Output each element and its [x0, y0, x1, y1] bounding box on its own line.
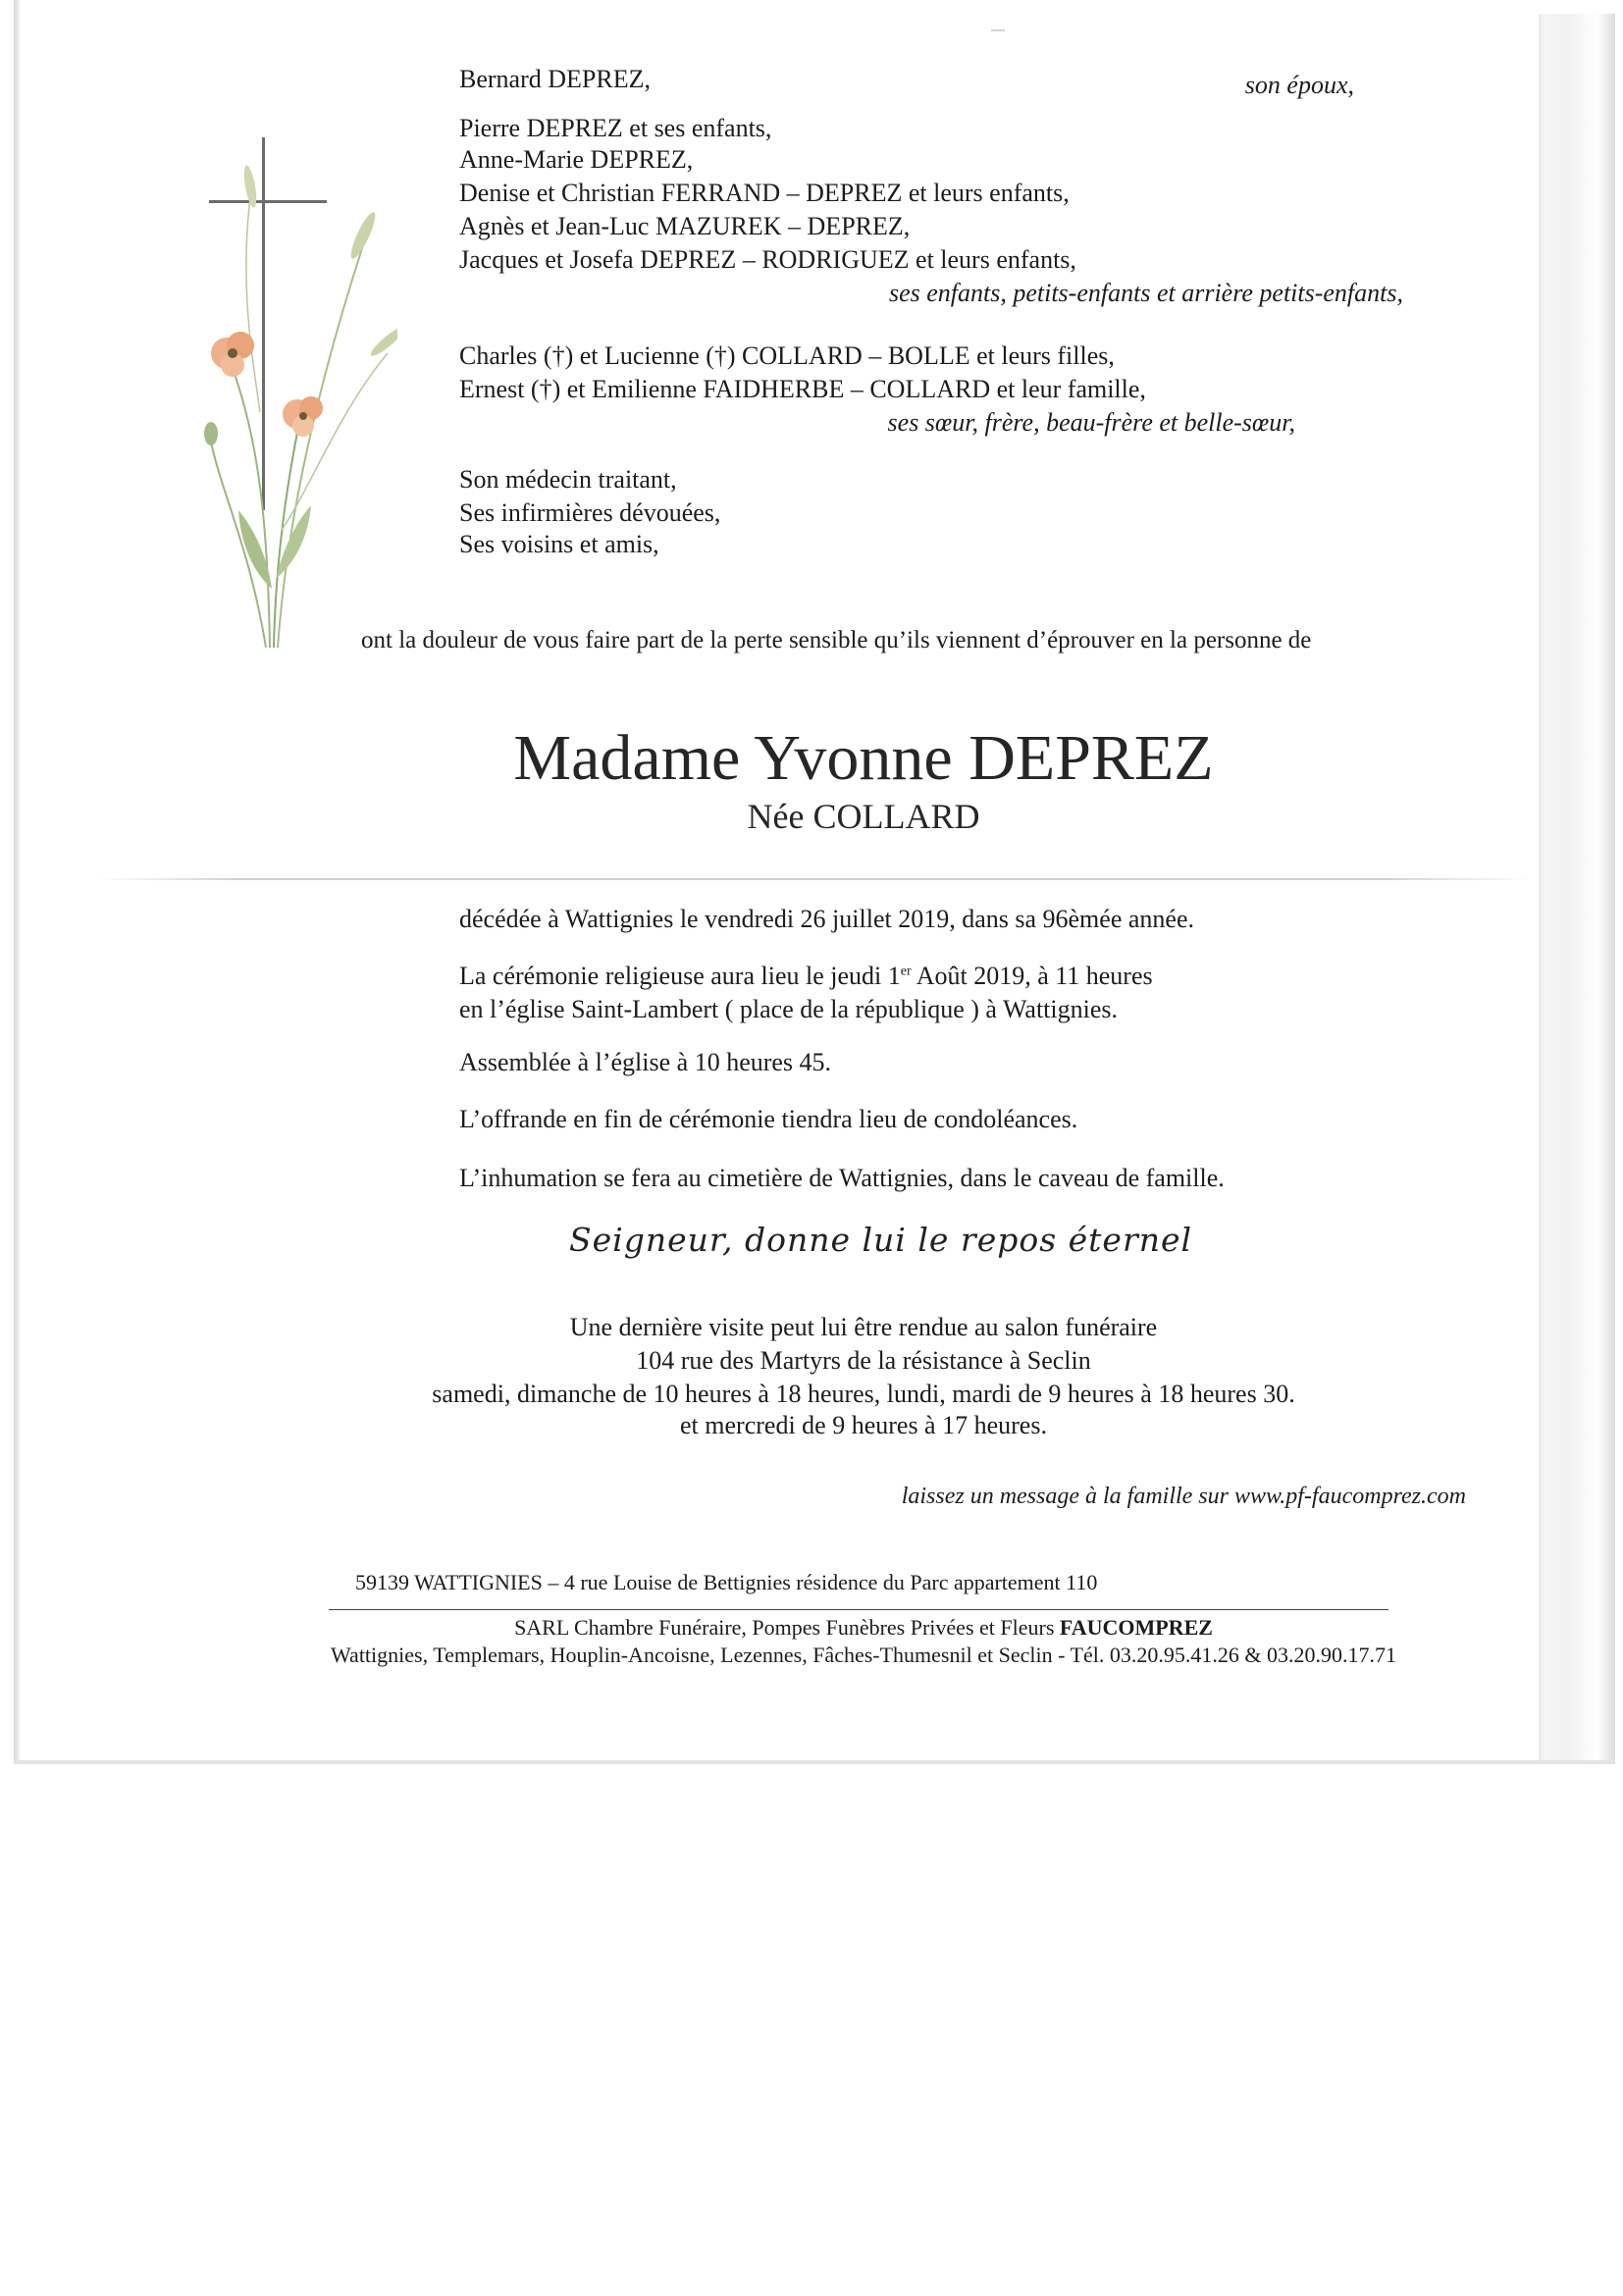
scan-edge-right	[1539, 14, 1615, 1763]
scan-edge-bottom	[14, 1760, 1615, 1764]
visit-line-2: 104 rue des Martyrs de la résistance à Seclin	[636, 1346, 1091, 1375]
family-address: 59139 WATTIGNIES – 4 rue Louise de Bettignies résidence du Parc appartement 110	[355, 1570, 1098, 1594]
deceased-birth-name: Née COLLARD	[747, 797, 980, 836]
wheat-ear-icon	[368, 324, 397, 359]
husband-name: Bernard DEPREZ,	[459, 65, 651, 93]
burial-line: L’inhumation se fera au cimetière de Wattignies, dans le caveau de famille.	[459, 1164, 1225, 1192]
ceremony-date-text: La cérémonie religieuse aura lieu le jeudi 1	[459, 962, 901, 990]
child-line: Jacques et Josefa DEPREZ – RODRIGUEZ et leurs enfants,	[459, 245, 1076, 274]
ceremony-line-1	[459, 960, 1153, 993]
child-line: Pierre DEPREZ et ses enfants,	[459, 114, 772, 142]
sibling-line: Charles (†) et Lucienne (†) COLLARD – BOLLE et leurs filles,	[459, 341, 1115, 370]
wheat-ear-icon	[347, 210, 380, 261]
cross-horizontal-icon	[209, 200, 327, 203]
cross-poppy-illustration	[191, 118, 397, 667]
husband-role: son époux,	[1244, 71, 1354, 99]
ceremony-line-2: en l’église Saint-Lambert ( place de la république ) à Wattignies.	[459, 995, 1119, 1023]
other-line: Ses infirmières dévouées,	[459, 498, 721, 527]
scan-edge-left	[14, 0, 20, 1763]
offering-line: L’offrande en fin de cérémonie tiendra lieu de condoléances.	[459, 1105, 1078, 1133]
poppy-flower-icon	[283, 396, 323, 437]
funeral-home-name: SARL Chambre Funéraire, Pompes Funèbres Privées et Fleurs	[514, 1615, 1060, 1640]
funeral-home-line-2: Wattignies, Templemars, Houplin-Ancoisne, Lezennes, Fâches-Thumesnil et Seclin - Tél. 03.20.95.41.26 & 03.20.90.17.71	[331, 1643, 1396, 1667]
other-line: Son médecin traitant,	[459, 465, 677, 494]
child-line: Denise et Christian FERRAND – DEPREZ et leurs enfants,	[459, 179, 1070, 207]
death-notice: décédée à Wattignies le vendredi 26 juillet 2019, dans sa 96èmée année.	[459, 905, 1194, 933]
siblings-role: ses sœur, frère, beau-frère et belle-sœur,	[887, 408, 1295, 437]
fold-line	[98, 878, 1533, 880]
funeral-home-brand: FAUCOMPREZ	[1059, 1615, 1213, 1640]
visit-line-4: et mercredi de 9 heures à 17 heures.	[680, 1411, 1047, 1439]
child-line: Agnès et Jean-Luc MAZUREK – DEPREZ,	[459, 212, 911, 240]
assembly-line: Assemblée à l’église à 10 heures 45.	[459, 1048, 832, 1076]
poppy-bud-icon	[204, 422, 218, 445]
footer-divider	[329, 1609, 1388, 1610]
children-role: ses enfants, petits-enfants et arrière petits-enfants,	[888, 279, 1403, 307]
message-link[interactable]: laissez un message à la famille sur www.pf-faucomprez.com	[901, 1484, 1466, 1509]
other-line: Ses voisins et amis,	[459, 530, 659, 558]
announcement-text: ont la douleur de vous faire part de la perte sensible qu’ils viennent d’éprouver en la personne de	[361, 627, 1312, 653]
visit-line-3: samedi, dimanche de 10 heures à 18 heures, lundi, mardi de 9 heures à 18 heures 30.	[432, 1380, 1295, 1408]
visit-line-1: Une dernière visite peut lui être rendue au salon funéraire	[569, 1313, 1158, 1341]
ceremony-date-ordinal: er	[900, 964, 912, 979]
sibling-line: Ernest (†) et Emilienne FAIDHERBE – COLLARD et leur famille,	[459, 375, 1146, 403]
deceased-name: Madame Yvonne DEPREZ	[513, 722, 1214, 794]
cross-vertical-icon	[262, 137, 265, 510]
scan-speck	[991, 29, 1005, 31]
prayer-line: Seigneur, donne lui le repos éternel	[569, 1221, 1193, 1259]
poppy-flower-icon	[211, 332, 254, 377]
ceremony-time-text: Août 2019, à 11 heures	[911, 962, 1153, 990]
child-line: Anne-Marie DEPREZ,	[459, 145, 694, 174]
funeral-home-line-1	[294, 1613, 1433, 1643]
